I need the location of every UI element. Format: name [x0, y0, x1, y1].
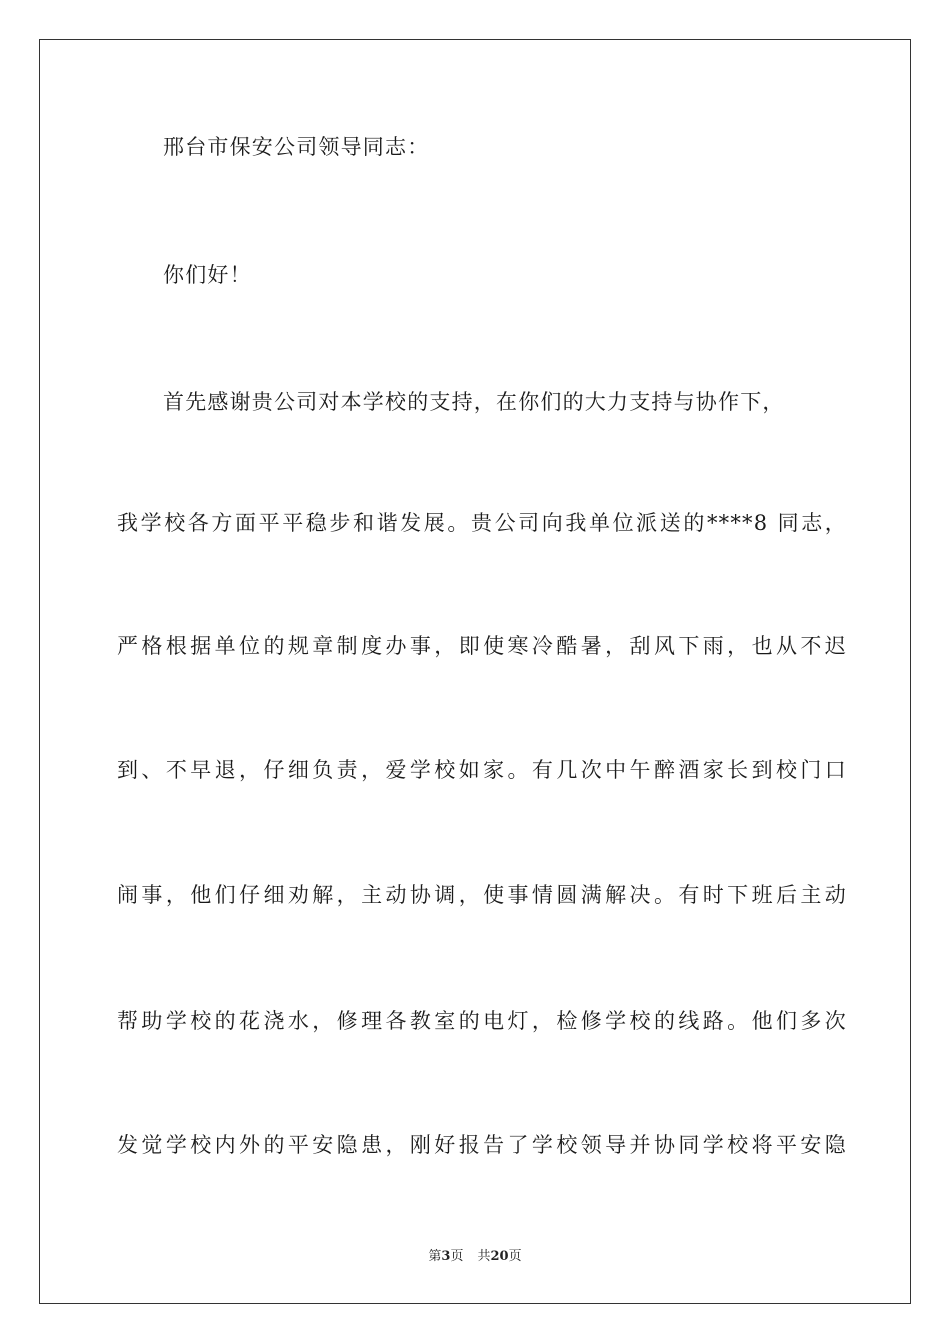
- body-line-5: 闹事，他们仔细劝解，主动协调，使事情圆满解决。有时下班后主动: [117, 883, 847, 907]
- body-line-4: 到、不早退，仔细负责，爱学校如家。有几次中午醉酒家长到校门口: [117, 758, 847, 782]
- body-line-1: 首先感谢贵公司对本学校的支持，在你们的大力支持与协作下，: [163, 390, 785, 414]
- body-line-2: 我学校各方面平平稳步和谐发展。贵公司向我单位派送的****8 同志，: [117, 511, 847, 535]
- total-suffix: 页: [508, 1249, 522, 1264]
- greeting: 你们好！: [163, 263, 252, 287]
- page-border: [39, 39, 911, 1304]
- body-line-6: 帮助学校的花浇水，修理各教室的电灯，检修学校的线路。他们多次: [117, 1009, 847, 1033]
- body-line-7: 发觉学校内外的平安隐患，刚好报告了学校领导并协同学校将平安隐: [117, 1133, 847, 1157]
- page-prefix: 第: [428, 1249, 442, 1264]
- page-suffix: 页: [450, 1249, 464, 1264]
- total-page-number: 20: [490, 1249, 509, 1264]
- salutation: 邢台市保安公司领导同志：: [163, 135, 430, 159]
- current-page-number: 3: [441, 1249, 451, 1264]
- body-line-3: 严格根据单位的规章制度办事，即使寒冷酷暑，刮风下雨，也从不迟: [117, 634, 847, 658]
- page-footer: [0, 1248, 950, 1266]
- total-prefix: 共: [477, 1249, 491, 1264]
